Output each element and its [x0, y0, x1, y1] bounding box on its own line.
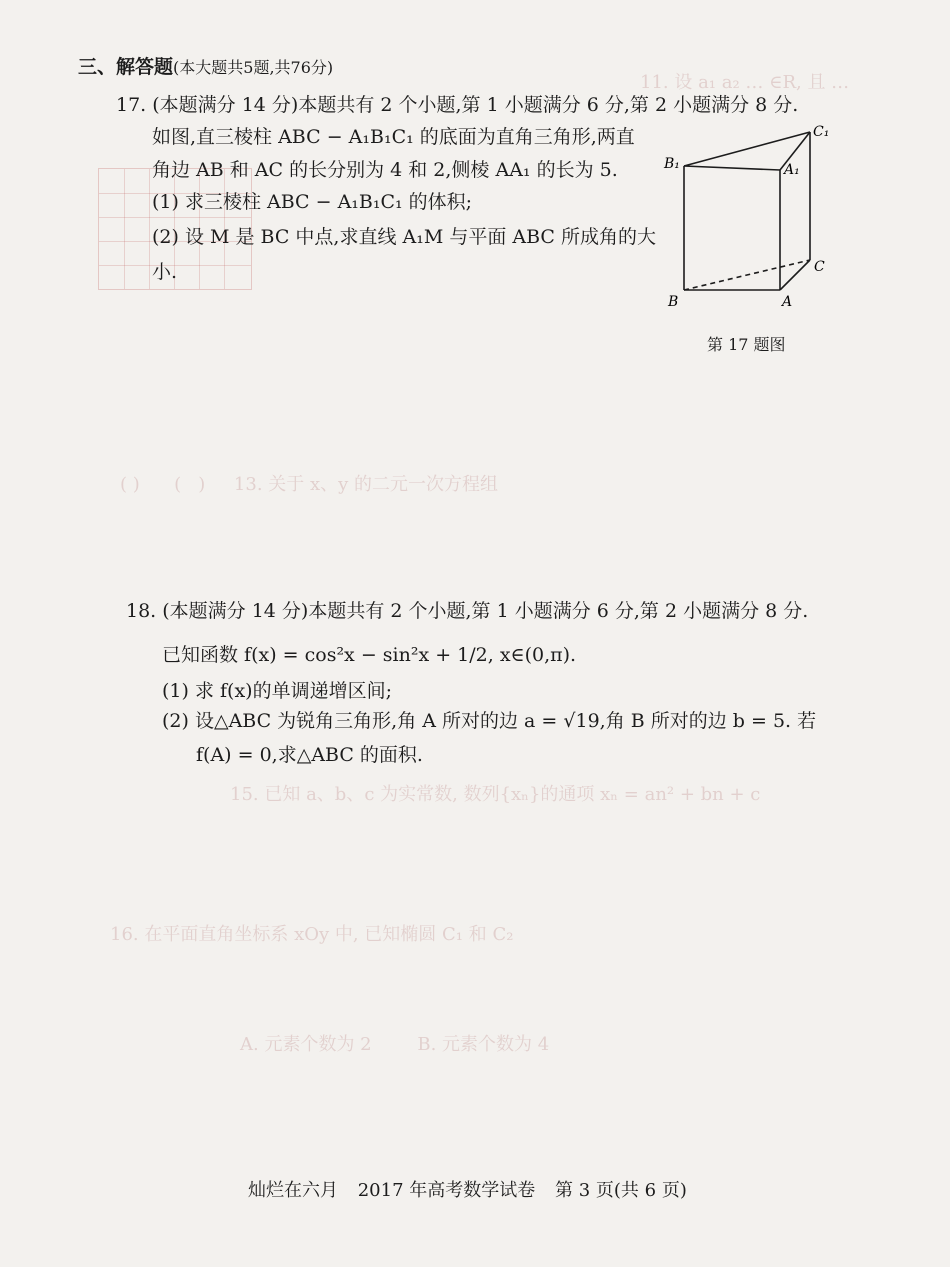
q17-header: [116, 92, 798, 118]
edge-b-c-hidden: [684, 260, 810, 290]
bleed-through-text: 16. 在平面直角坐标系 xOy 中, 已知椭圆 C₁ 和 C₂: [110, 924, 514, 945]
edge-b1-a1: [684, 166, 780, 170]
section-title: 三、解答题: [78, 56, 174, 78]
label-c1: C₁: [813, 124, 830, 140]
edge-b1-c1: [684, 132, 810, 166]
bleed-through-text: 15. 已知 a、b、c 为实常数, 数列{xₙ}的通项 xₙ = an² + bn + c: [230, 784, 761, 805]
q17-line1: 如图,直三棱柱 ABC − A₁B₁C₁ 的底面为直角三角形,两直: [152, 126, 635, 148]
bleed-through-text: A. 元素个数为 2 B. 元素个数为 4: [240, 1034, 550, 1055]
q17-part1: (1) 求三棱柱 ABC − A₁B₁C₁ 的体积;: [152, 191, 473, 213]
q18-number: 18.: [126, 600, 157, 622]
q18-given: 已知函数 f(x) = cos²x − sin²x + 1/2, x∈(0,π).: [162, 644, 577, 666]
q18-header-text: (本题满分 14 分)本题共有 2 个小题,第 1 小题满分 6 分,第 2 小题满分 8 分.: [162, 600, 809, 622]
section-header: [78, 54, 333, 81]
q17-header-text: (本题满分 14 分)本题共有 2 个小题,第 1 小题满分 6 分,第 2 小题满分 8 分.: [152, 94, 799, 116]
bleed-through-text: 11. 设 a₁ a₂ … ∈R, 且 …: [640, 72, 850, 93]
page-footer: [248, 1176, 701, 1202]
prism-figure: [660, 118, 840, 318]
q17-figure-caption: 第 17 题图: [707, 335, 786, 354]
footer-exam: 2017 年高考数学试卷: [357, 1180, 536, 1201]
q18-header: [126, 598, 808, 624]
section-subtitle: (本大题共5题,共76分): [173, 58, 334, 77]
label-b: B: [668, 294, 679, 310]
footer-org: 灿烂在六月: [248, 1180, 338, 1201]
label-a: A: [782, 294, 793, 310]
q17-part2-line1: (2) 设 M 是 BC 中点,求直线 A₁M 与平面 ABC 所成角的大: [152, 226, 656, 248]
label-b1: B₁: [664, 156, 680, 172]
q17-number: 17.: [116, 94, 147, 116]
label-a1: A₁: [784, 162, 800, 178]
label-c: C: [814, 259, 825, 275]
footer-page: 第 3 页(共 6 页): [555, 1180, 687, 1201]
q18-part1: (1) 求 f(x)的单调递增区间;: [162, 680, 392, 702]
edge-a-c: [780, 260, 810, 290]
q18-part2-line1: (2) 设△ABC 为锐角三角形,角 A 所对的边 a = √19,角 B 所对的边 b = 5. 若: [162, 710, 817, 732]
q17-line2: 角边 AB 和 AC 的长分别为 4 和 2,侧棱 AA₁ 的长为 5.: [152, 159, 618, 181]
q18-part2-line2: f(A) = 0,求△ABC 的面积.: [196, 744, 423, 766]
bleed-through-text: ( ) ( ) 13. 关于 x、y 的二元一次方程组: [120, 474, 499, 495]
q17-part2-line2: 小.: [152, 261, 178, 283]
